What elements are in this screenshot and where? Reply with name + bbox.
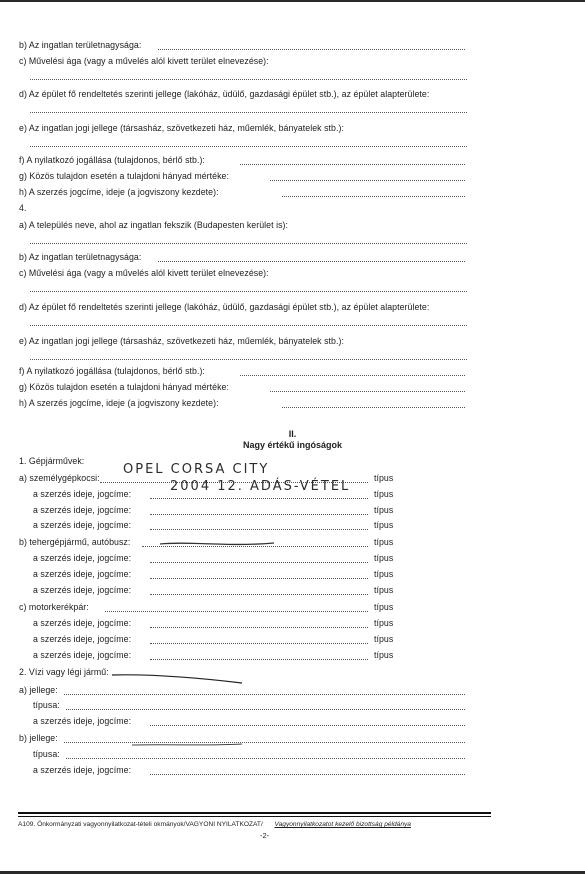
water-b-strike-mark	[130, 740, 245, 750]
truck-acq-line-1[interactable]	[150, 562, 368, 563]
water-b-type: típusa:	[33, 749, 60, 759]
sec4-item-a-line[interactable]	[30, 243, 467, 244]
water-heading: 2. Vízi vagy légi jármű:	[19, 667, 109, 677]
sec3-item-d-line[interactable]	[30, 112, 467, 113]
sec4-item-d: d) Az épület fő rendeltetés szerinti jellege (lakóház, üdülő, gazdasági épület stb.), az épület alapterülete:	[19, 302, 430, 312]
moto-acq-type-1: típus	[374, 618, 394, 628]
sec4-item-c: c) Művelési ága (vagy a művelés alól kivett terület elnevezése):	[19, 268, 269, 278]
car-acq-handwriting: 2004 12. ADÁS-VÉTEL	[170, 479, 351, 494]
sec3-item-d: d) Az épület fő rendeltetés szerinti jellege (lakóház, üdülő, gazdasági épület stb.), az épület alapterülete:	[19, 89, 430, 99]
sec4-item-e-line[interactable]	[30, 359, 467, 360]
water-strike-mark	[110, 672, 245, 686]
sec4-item-d-line[interactable]	[30, 325, 467, 326]
page-number: -2-	[260, 831, 270, 840]
car-acq-label-3: a szerzés ideje, jogcíme:	[33, 520, 132, 530]
moto-acq-label-3: a szerzés ideje, jogcíme:	[33, 650, 132, 660]
truck-acq-label-2: a szerzés ideje, jogcíme:	[33, 569, 132, 579]
sec3-item-e-line[interactable]	[30, 146, 467, 147]
sec3-item-h-line[interactable]	[282, 196, 465, 197]
moto-label: c) motorkerékpár:	[19, 602, 89, 612]
vehicles-heading: 1. Gépjárművek:	[19, 456, 85, 466]
sec4-item-g-line[interactable]	[270, 391, 465, 392]
sec3-item-e: e) Az ingatlan jogi jellege (társasház, szövetkezeti ház, műemlék, bányatelek stb.):	[19, 123, 344, 133]
sec3-item-h: h) A szerzés jogcíme, ideje (a jogviszony kezdete):	[19, 187, 219, 197]
sec3-item-b-line[interactable]	[158, 49, 465, 50]
truck-strike-mark	[158, 538, 278, 548]
footer-rule-thin	[18, 816, 491, 817]
truck-acq-type-3: típus	[374, 585, 394, 595]
car-acq-line-1[interactable]	[150, 498, 368, 499]
car-acq-type-2: típus	[374, 505, 394, 515]
sec4-item-b: b) Az ingatlan területnagysága:	[19, 252, 142, 262]
sec3-item-b: b) Az ingatlan területnagysága:	[19, 40, 142, 50]
sec3-item-g: g) Közös tulajdon esetén a tulajdoni hányad mértéke:	[19, 171, 229, 181]
water-b-acq-line[interactable]	[150, 774, 465, 775]
moto-type-line[interactable]	[105, 611, 368, 612]
water-b-nature: b) jellege:	[19, 733, 58, 743]
truck-acq-label-1: a szerzés ideje, jogcíme:	[33, 553, 132, 563]
sec4-item-c-line[interactable]	[30, 291, 467, 292]
sec3-item-f: f) A nyilatkozó jogállása (tulajdonos, bérlő stb.):	[19, 155, 205, 165]
truck-type-suffix: típus	[374, 537, 394, 547]
water-a-nature: a) jellege:	[19, 685, 58, 695]
footer-rule-thick	[18, 812, 491, 814]
sec3-item-c-line[interactable]	[30, 79, 467, 80]
truck-acq-type-2: típus	[374, 569, 394, 579]
truck-label: b) tehergépjármű, autóbusz:	[19, 537, 131, 547]
truck-acq-line-2[interactable]	[150, 578, 368, 579]
sec4-number: 4.	[19, 203, 27, 213]
moto-acq-label-1: a szerzés ideje, jogcíme:	[33, 618, 132, 628]
water-a-acq: a szerzés ideje, jogcíme:	[33, 716, 132, 726]
water-b-type-line[interactable]	[66, 758, 465, 759]
moto-acq-line-3[interactable]	[150, 659, 368, 660]
scan-edge-top	[0, 0, 585, 2]
truck-acq-type-1: típus	[374, 553, 394, 563]
sec4-item-g: g) Közös tulajdon esetén a tulajdoni hányad mértéke:	[19, 382, 229, 392]
moto-acq-type-3: típus	[374, 650, 394, 660]
moto-type-suffix: típus	[374, 602, 394, 612]
footer-right: Vagyonnyilatkozatot kezelő bizottság példánya	[274, 821, 411, 828]
sec4-item-f: f) A nyilatkozó jogállása (tulajdonos, bérlő stb.):	[19, 366, 205, 376]
car-model-handwriting: OPEL CORSA CITY	[123, 462, 270, 477]
footer-text	[18, 821, 411, 828]
water-a-type: típusa:	[33, 700, 60, 710]
sec4-item-f-line[interactable]	[240, 375, 465, 376]
truck-acq-label-3: a szerzés ideje, jogcíme:	[33, 585, 132, 595]
moto-acq-label-2: a szerzés ideje, jogcíme:	[33, 634, 132, 644]
sec4-item-h-line[interactable]	[282, 407, 465, 408]
car-acq-label-2: a szerzés ideje, jogcíme:	[33, 505, 132, 515]
water-b-acq: a szerzés ideje, jogcíme:	[33, 765, 132, 775]
sec4-item-a: a) A település neve, ahol az ingatlan fekszik (Budapesten kerület is):	[19, 220, 289, 230]
car-acq-type-1: típus	[374, 489, 394, 499]
car-acq-label-1: a szerzés ideje, jogcíme:	[33, 489, 132, 499]
sec4-item-e: e) Az ingatlan jogi jellege (társasház, szövetkezeti ház, műemlék, bányatelek stb.):	[19, 336, 344, 346]
part2-title: Nagy értékű ingóságok	[242, 440, 343, 450]
moto-acq-line-2[interactable]	[150, 643, 368, 644]
water-a-acq-line[interactable]	[150, 725, 465, 726]
truck-acq-line-3[interactable]	[150, 594, 368, 595]
sec3-item-f-line[interactable]	[240, 164, 465, 165]
part2-roman: II.	[288, 429, 297, 439]
water-a-type-line[interactable]	[66, 709, 465, 710]
car-acq-type-3: típus	[374, 520, 394, 530]
car-acq-line-2[interactable]	[150, 514, 368, 515]
footer-left: A109. Önkormányzati vagyonnyilatkozat-tételi okmányok/VAGYONI NYILATKOZAT/	[18, 821, 263, 828]
water-b-nature-line[interactable]	[64, 742, 465, 743]
sec4-item-h: h) A szerzés jogcíme, ideje (a jogviszony kezdete):	[19, 398, 219, 408]
car-acq-line-3[interactable]	[150, 529, 368, 530]
car-type-suffix: típus	[374, 473, 394, 483]
water-a-nature-line[interactable]	[64, 694, 465, 695]
moto-acq-line-1[interactable]	[150, 627, 368, 628]
sec4-item-b-line[interactable]	[158, 261, 465, 262]
sec3-item-c: c) Művelési ága (vagy a művelés alól kivett terület elnevezése):	[19, 56, 269, 66]
sec3-item-g-line[interactable]	[270, 180, 465, 181]
car-label: a) személygépkocsi:	[19, 473, 100, 483]
moto-acq-type-2: típus	[374, 634, 394, 644]
